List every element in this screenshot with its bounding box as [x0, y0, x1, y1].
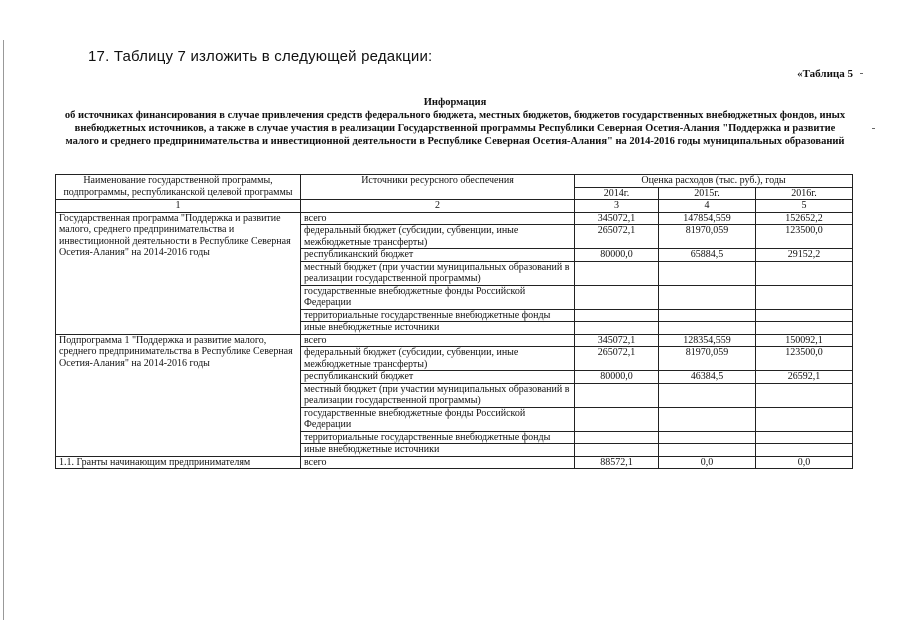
- empty-cell: [659, 285, 756, 309]
- empty-cell: [575, 431, 659, 444]
- empty-cell: [659, 431, 756, 444]
- empty-cell: [659, 261, 756, 285]
- source-federal: федеральный бюджет (субсидии, субвенции, иные межбюджетные трансферты): [301, 225, 575, 249]
- source-total: всего: [301, 212, 575, 225]
- empty-cell: [575, 285, 659, 309]
- value-cell: 147854,559: [659, 212, 756, 225]
- source-republic: республиканский бюджет: [301, 371, 575, 384]
- source-local: местный бюджет (при участии муниципальных образований в реализации государственной программы): [301, 383, 575, 407]
- empty-cell: [575, 309, 659, 322]
- value-cell: 0,0: [756, 456, 853, 469]
- value-cell: 29152,2: [756, 249, 853, 262]
- value-cell: 128354,559: [659, 334, 756, 347]
- empty-cell: [756, 309, 853, 322]
- empty-cell: [756, 322, 853, 335]
- empty-cell: [659, 309, 756, 322]
- header-year-2015: 2015г.: [659, 187, 756, 200]
- empty-cell: [756, 285, 853, 309]
- source-federal: федеральный бюджет (субсидии, субвенции, иные межбюджетные трансферты): [301, 347, 575, 371]
- program-name: Государственная программа "Поддержка и развитие малого, среднего предпринимательства и инвестиционной деятельности в Республике Северная Осетия-Алания" на 2014-2016 годы: [56, 212, 301, 334]
- empty-cell: [575, 444, 659, 457]
- empty-cell: [756, 261, 853, 285]
- scan-edge-line: [3, 40, 4, 620]
- table-row: [56, 456, 853, 469]
- value-cell: 88572,1: [575, 456, 659, 469]
- value-cell: 265072,1: [575, 225, 659, 249]
- source-total: всего: [301, 334, 575, 347]
- source-other: иные внебюджетные источники: [301, 322, 575, 335]
- value-cell: 123500,0: [756, 225, 853, 249]
- colnum-5: 5: [756, 200, 853, 213]
- scan-speck: [860, 73, 863, 74]
- table-label: «Таблица 5: [797, 68, 853, 80]
- empty-cell: [575, 407, 659, 431]
- value-cell: 150092,1: [756, 334, 853, 347]
- header-year-2014: 2014г.: [575, 187, 659, 200]
- colnum-4: 4: [659, 200, 756, 213]
- source-state-funds: государственные внебюджетные фонды Российской Федерации: [301, 285, 575, 309]
- source-local: местный бюджет (при участии муниципальных образований в реализации государственной программы): [301, 261, 575, 285]
- value-cell: 123500,0: [756, 347, 853, 371]
- value-cell: 152652,2: [756, 212, 853, 225]
- colnum-1: 1: [56, 200, 301, 213]
- empty-cell: [756, 383, 853, 407]
- source-other: иные внебюджетные источники: [301, 444, 575, 457]
- empty-cell: [659, 383, 756, 407]
- header-row: [56, 175, 853, 188]
- value-cell: 345072,1: [575, 334, 659, 347]
- value-cell: 80000,0: [575, 371, 659, 384]
- grants-name: 1.1. Гранты начинающим предпринимателям: [56, 456, 301, 469]
- scan-speck: [872, 128, 875, 129]
- empty-cell: [756, 444, 853, 457]
- empty-cell: [659, 444, 756, 457]
- header-year-2016: 2016г.: [756, 187, 853, 200]
- header-estimate: Оценка расходов (тыс. руб.), годы: [575, 175, 853, 188]
- empty-cell: [756, 431, 853, 444]
- source-total: всего: [301, 456, 575, 469]
- value-cell: 26592,1: [756, 371, 853, 384]
- header-sources: Источники ресурсного обеспечения: [301, 175, 575, 200]
- source-territorial-funds: территориальные государственные внебюджетные фонды: [301, 431, 575, 444]
- value-cell: 265072,1: [575, 347, 659, 371]
- value-cell: 81970,059: [659, 347, 756, 371]
- value-cell: 345072,1: [575, 212, 659, 225]
- empty-cell: [756, 407, 853, 431]
- empty-cell: [575, 322, 659, 335]
- value-cell: 0,0: [659, 456, 756, 469]
- subprogram-name: Подпрограмма 1 "Поддержка и развитие малого, среднего предпринимательства в Республике Северная Осетия-Алания" на 2014-2016 годы: [56, 334, 301, 456]
- value-cell: 81970,059: [659, 225, 756, 249]
- source-state-funds: государственные внебюджетные фонды Российской Федерации: [301, 407, 575, 431]
- intro-text: 17. Таблицу 7 изложить в следующей редакции:: [88, 48, 433, 65]
- table-row: [56, 212, 853, 225]
- value-cell: 46384,5: [659, 371, 756, 384]
- financing-table: [55, 174, 853, 469]
- value-cell: 65884,5: [659, 249, 756, 262]
- colnum-2: 2: [301, 200, 575, 213]
- source-territorial-funds: территориальные государственные внебюджетные фонды: [301, 309, 575, 322]
- value-cell: 80000,0: [575, 249, 659, 262]
- header-name: Наименование государственной программы, подпрограммы, республиканской целевой программы: [56, 175, 301, 200]
- column-number-row: [56, 200, 853, 213]
- heading-subtitle: об источниках финансирования в случае привлечения средств федерального бюджета, местных бюджетов, бюджетов государственных внебюджетных фондов, иных внебюджетных источников, а также в случае участия в реализации Государственной программы Республики Северная Осетия-Алания "Поддержка и развитие малого и среднего предпринимательства и инвестиционной деятельности в Республике Северная Осетия-Алания" на 2014-2016 годы муниципальных образований: [64, 110, 846, 147]
- empty-cell: [659, 322, 756, 335]
- document-heading: [60, 96, 850, 148]
- empty-cell: [575, 261, 659, 285]
- colnum-3: 3: [575, 200, 659, 213]
- empty-cell: [575, 383, 659, 407]
- table-row: [56, 334, 853, 347]
- empty-cell: [659, 407, 756, 431]
- heading-title: Информация: [423, 97, 487, 108]
- source-republic: республиканский бюджет: [301, 249, 575, 262]
